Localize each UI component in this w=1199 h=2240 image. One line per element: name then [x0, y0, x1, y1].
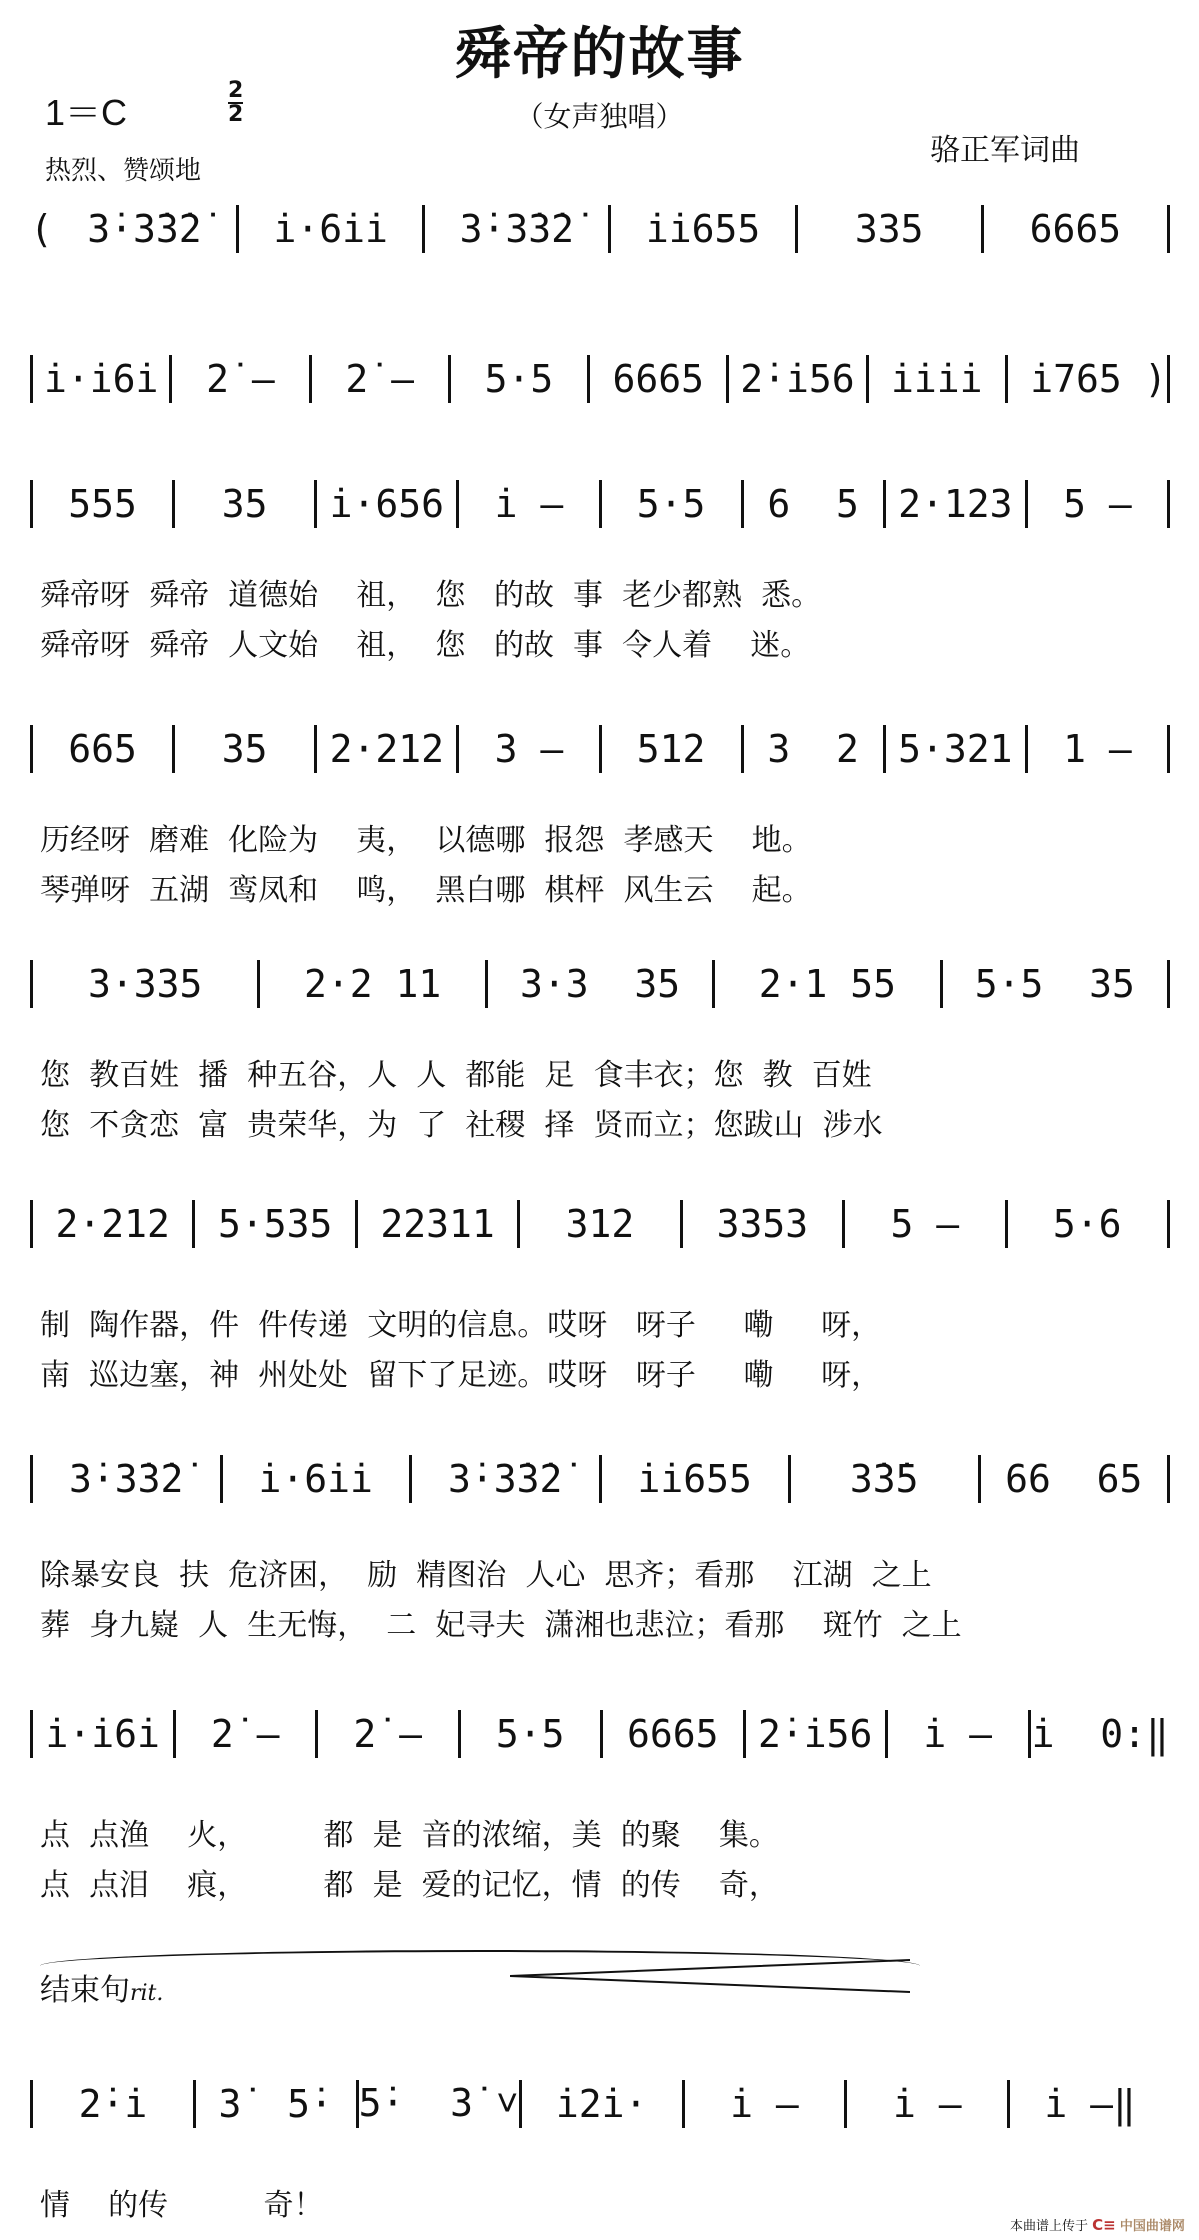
measure: 2̇ –	[353, 1712, 423, 1756]
measure: i̇ –	[923, 1712, 993, 1756]
lyric-line: 您 不贪恋 富 贵荣华，为 了 社稷 择 贤而立；您跋山 涉水	[40, 1108, 883, 1143]
measure: 2·123	[898, 482, 1013, 526]
measure: 2̇ –	[210, 1712, 280, 1756]
measure: i̇ –‖	[1044, 2082, 1136, 2126]
measure: 3̇·3̇3̇2̇	[459, 207, 575, 251]
meter-bottom: 2	[228, 102, 244, 127]
measure: 312	[565, 1202, 635, 1246]
lyric-line: 葬 身九嶷 人 生无悔， 二 妃寻夫 潇湘也悲泣；看那 斑竹 之上	[40, 1608, 962, 1643]
song-title: 舜帝的故事	[454, 21, 745, 87]
measure: i̇2̇i̇·	[555, 2082, 648, 2126]
measure: 5·5	[484, 357, 554, 401]
measure: 2·212	[329, 727, 444, 771]
subtitle: （女声独唱）	[515, 100, 684, 133]
lyric-line: 点 点渔 火， 都 是 音的浓缩，美 的聚 集。	[40, 1818, 779, 1853]
measure: i̇·i̇6i̇	[45, 1712, 160, 1756]
measure: 3̇3̇5	[849, 1457, 919, 1501]
measure: 3·335	[88, 962, 203, 1006]
measure: i̇ –	[494, 482, 564, 526]
barline	[1167, 960, 1170, 1008]
tempo-marking: 热烈、赞颂地	[45, 156, 202, 186]
lyric-line: 您 教百姓 播 种五谷，人 人 都能 足 食丰衣；您 教 百姓	[40, 1058, 872, 1093]
barline	[1167, 355, 1170, 403]
staff-row	[30, 1710, 1170, 1758]
measure: 665	[68, 727, 137, 771]
measure: i̇·i̇6i̇	[43, 357, 159, 401]
rit-marking: rit.	[130, 1981, 164, 2006]
measure: 3̇·3̇3̇2̇	[448, 1457, 563, 1501]
measure: 5 –	[1063, 482, 1132, 526]
measure: 5̇· 3̇ ˅	[358, 2080, 519, 2125]
staff-row	[30, 960, 1170, 1008]
measure: 3353	[716, 1202, 809, 1246]
measure: 66 65	[1005, 1457, 1143, 1501]
staff-row	[30, 725, 1170, 773]
measure: i̇·6i̇i̇	[273, 207, 388, 251]
measure: 22311	[380, 1202, 495, 1246]
staff-row	[30, 355, 1170, 403]
measure: 5·5	[495, 1712, 565, 1756]
meter-top: 2	[228, 78, 244, 103]
ending-label	[40, 1965, 163, 2009]
measure: 3̇ 5̇·	[218, 2082, 333, 2126]
measure: 3 2	[767, 727, 859, 771]
measure: i̇i̇655	[637, 1457, 752, 1501]
measure: 5 –	[890, 1202, 960, 1246]
measure: 6 5	[767, 482, 859, 526]
staff-row	[30, 205, 1170, 253]
measure: 6665	[612, 357, 704, 401]
watermark-brand: 中国曲谱网	[1119, 2219, 1185, 2234]
lyric-line: 历经呀 磨难 化险为 夷， 以德哪 报怨 孝感天 地。	[40, 823, 812, 858]
measure: 5·535	[217, 1202, 333, 1246]
measure: 1 –	[1063, 727, 1132, 771]
measure: 5·6	[1052, 1202, 1122, 1246]
ending-label-text: 结束句	[40, 1973, 130, 2008]
barline	[1167, 1200, 1170, 1248]
lyric-line: 琴弹呀 五湖 鸾凤和 鸣， 黑白哪 棋枰 风生云 起。	[40, 873, 812, 908]
barline	[1167, 480, 1170, 528]
measure: 2·1 55	[758, 962, 897, 1006]
measure: 6665	[626, 1712, 719, 1756]
staff-row	[30, 1200, 1170, 1248]
measure: 5·321	[898, 727, 1013, 771]
measure: 2̇·i̇56	[740, 357, 855, 401]
measure: i̇·6i̇i̇	[258, 1457, 373, 1501]
measure: 2̇·i̇56	[758, 1712, 873, 1756]
lyric-line: 除暴安良 扶 危济困， 励 精图治 人心 思齐；看那 江湖 之上	[40, 1558, 932, 1593]
watermark-text: 本曲谱上传于	[1010, 2219, 1089, 2234]
lyric-line: 情 的传 奇！	[40, 2188, 324, 2223]
measure: 3 –	[494, 727, 564, 771]
author-credit: 骆正军词曲	[930, 133, 1080, 168]
measure: 2·2 11	[303, 962, 442, 1006]
measure: 335	[854, 207, 924, 251]
measure: 512	[636, 727, 706, 771]
measure: i̇ –	[730, 2082, 799, 2126]
measure: i̇i̇i̇i̇	[890, 357, 983, 401]
staff-row	[30, 2080, 1170, 2128]
measure: 6665	[1029, 207, 1122, 251]
lyric-line: 点 点泪 痕， 都 是 爱的记忆，情 的传 奇，	[40, 1868, 779, 1903]
staff-row	[30, 1455, 1170, 1503]
lyric-line: 南 巡边塞，神 州处处 留下了足迹。哎呀 呀子 嘞 呀，	[40, 1358, 882, 1393]
measure: i̇765	[1030, 357, 1122, 401]
measure: 2̇ –	[206, 357, 275, 401]
measure: 35	[221, 727, 268, 771]
staff-row	[30, 480, 1170, 528]
measure: 3·3 35	[519, 962, 681, 1006]
lyric-line: 制 陶作器，件 件传递 文明的信息。哎呀 呀子 嘞 呀，	[40, 1308, 882, 1343]
measure: 2̇·i̇	[78, 2082, 148, 2126]
lyric-line: 舜帝呀 舜帝 人文始 祖， 您 的故 事 令人着 迷。	[40, 628, 811, 663]
watermark-logo-icon: C≡	[1092, 2216, 1116, 2234]
barline	[1167, 1455, 1170, 1503]
measure: 35	[221, 482, 268, 526]
measure: i̇ 0:‖	[1031, 1712, 1169, 1756]
barline	[1167, 205, 1170, 253]
measure: 2̇ –	[345, 357, 414, 401]
repeat-paren-open: (	[30, 207, 53, 251]
measure: i̇·656	[329, 482, 444, 526]
barline	[1167, 725, 1170, 773]
measure: 3̇·3̇3̇2̇	[69, 1457, 184, 1501]
measure: i̇ –	[892, 2082, 962, 2126]
measure: 2·212	[55, 1202, 170, 1246]
watermark	[1010, 2215, 1185, 2234]
repeat-paren-close: )	[1144, 357, 1168, 401]
lyric-line: 舜帝呀 舜帝 道德始 祖， 您 的故 事 老少都熟 悉。	[40, 578, 822, 613]
measure: 5·5 35	[974, 962, 1135, 1006]
decrescendo-hairpin	[510, 1958, 910, 1994]
measure: 5·5	[636, 482, 706, 526]
key-signature: 1＝C	[45, 92, 128, 133]
measure: i̇i̇655	[645, 207, 761, 251]
measure: 3̇·3̇3̇2̇	[87, 207, 202, 251]
measure: 555	[68, 482, 137, 526]
